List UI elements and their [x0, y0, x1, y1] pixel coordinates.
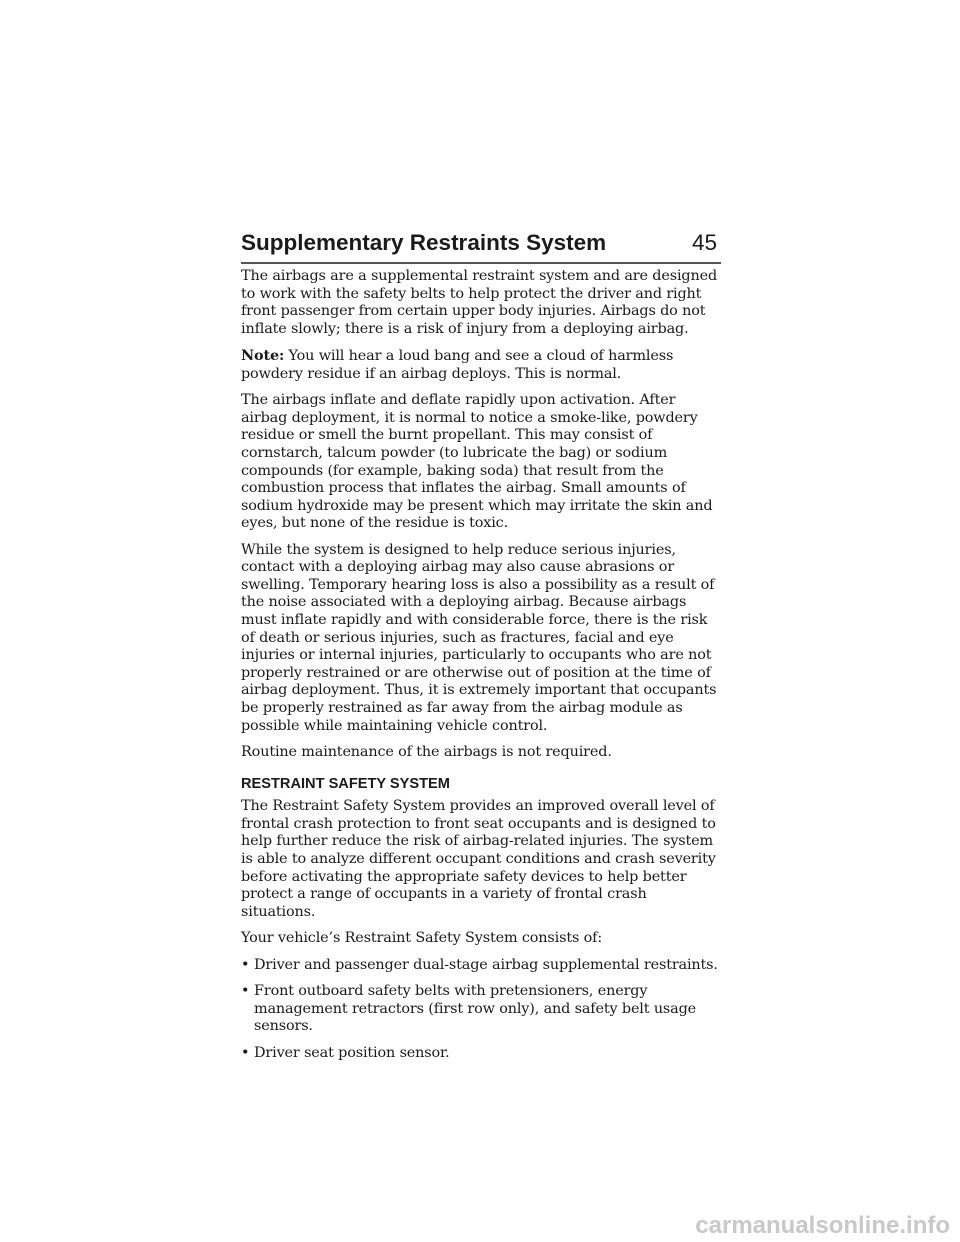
list-item-text: Driver seat position sensor. [254, 1044, 450, 1061]
bullet-icon: • [241, 982, 250, 999]
injury-warning-paragraph: While the system is designed to help reduce serious injuries, contact with a deploying airbag may also cause abrasions or swelling. Temporary hearing loss is also a possibility as a result of the noise associated with a deploying airbag. Because airbags must inflate rapidly and with considerable force, there is the risk of death or serious injuries, such as fractures, facial and eye injuries or internal injuries, particularly to occupants who are not properly restrained or are otherwise out of position at the time of airbag deployment. Thus, it is extremely important that occupants be properly restrained as far away from the airbag module as possible while maintaining vehicle control. [241, 541, 717, 734]
maintenance-paragraph: Routine maintenance of the airbags is not required. [241, 744, 612, 761]
list-item [241, 1045, 723, 1063]
list-item [241, 983, 723, 1036]
page-header [241, 228, 721, 258]
bullet-icon: • [241, 956, 250, 973]
section-heading: RESTRAINT SAFETY SYSTEM [241, 775, 450, 792]
list-item-text: Driver and passenger dual-stage airbag supplemental restraints. [254, 956, 718, 973]
list-item [241, 957, 723, 975]
residue-paragraph: The airbags inflate and deflate rapidly upon activation. After airbag deployment, it is normal to notice a smoke-like, powdery residue or smell the burnt propellant. This may consist of cornstarch, talcum powder (to lubricate the bag) or sodium compounds (for example, baking soda) that result from the combustion process that inflates the airbag. Small amounts of sodium hydroxide may be present which may irritate the skin and eyes, but none of the residue is toxic. [241, 392, 713, 532]
section-title: Supplementary Restraints System [241, 230, 607, 255]
note-label: Note: [241, 347, 285, 365]
note-paragraph [241, 347, 723, 383]
components-intro-paragraph: Your vehicle’s Restraint Safety System consists of: [241, 930, 603, 947]
page-content [241, 268, 723, 1071]
components-list [241, 957, 723, 1063]
page-number: 45 [691, 230, 717, 255]
note-text: You will hear a loud bang and see a cloud of harmless powdery residue if an airbag deploys. This is normal. [241, 348, 674, 382]
header-divider [241, 262, 721, 264]
intro-paragraph: The airbags are a supplemental restraint system and are designed to work with the safety belts to help protect the driver and right front passenger from certain upper body injuries. Airbags do not inflate slowly; there is a risk of injury from a deploying airbag. [241, 268, 718, 337]
system-description-paragraph: The Restraint Safety System provides an improved overall level of frontal crash protection to front seat occupants and is designed to help further reduce the risk of airbag-related injuries. The system is able to analyze different occupant conditions and crash severity before activating the appropriate safety devices to help better protect a range of occupants in a variety of frontal crash situations. [241, 798, 716, 920]
watermark-text: carmanualsonline.info [695, 1212, 950, 1239]
list-item-text: Front outboard safety belts with pretensioners, energy management retractors (first row only), and safety belt usage sensors. [254, 982, 697, 1035]
bullet-icon: • [241, 1044, 250, 1061]
